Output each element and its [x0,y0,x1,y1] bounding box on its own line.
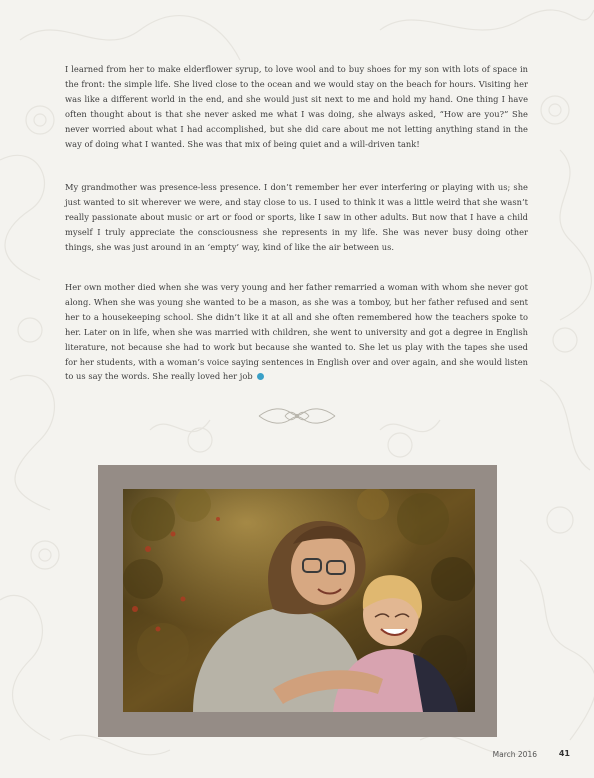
grandmother-and-child-photo [123,489,475,712]
photo-illustration [123,489,475,712]
article-paragraph-1: I learned from her to make elderflower syrup, to love wool and to buy shoes for my son with lots of space in the front: the simple life. She lived close to the ocean and we would stay on the beach for hours. Visiting her was like a different world in the end, and she would just sit next to me and hold my hand. One thing I have often thought about is that she never asked me what I was doing, she always asked, “How are you?” She never worried about what I had accomplished, but she did care about me not letting anything stand in the way of doing what I wanted. She was that mix of being quiet and a will-driven tank! [65,64,528,149]
article-paragraph-2: My grandmother was presence-less presence. I don’t remember her ever interfering or playing with us; she just wanted to sit wherever we were, and stay close to us. I used to think it was a little weird that she wasn’t really passionate about music or art or food or sports, like I saw in other adults. But now that I have a child myself I truly appreciate the consciousness she represents in my life. She was never busy doing other things, she was just around in an ‘empty’ way, kind of like the air between us. [65,182,528,252]
decorative-flourish-ornament [255,403,339,429]
end-of-article-dot-icon [257,373,264,380]
article-paragraph-3-text: Her own mother died when she was very young and her father remarried a woman with whom she never got along. When she was young she wanted to be a mason, as she was a tomboy, but her father refused and sent her to a housekeeping school. She didn’t like it at all and she often remembered how the teachers spoke to her. Later on in life, when she was married with children, she went to university and got a degree in English literature, not because she had to work but because she wanted to. She let us play with the tapes she used for her students, with a woman’s voice saying sentences in English over and over again, and she would listen to us say the words. She really loved her job [65,282,528,382]
article-paragraph-3 [65,280,528,384]
page-number: 41 [558,749,570,758]
issue-date: March 2016 [492,750,537,759]
